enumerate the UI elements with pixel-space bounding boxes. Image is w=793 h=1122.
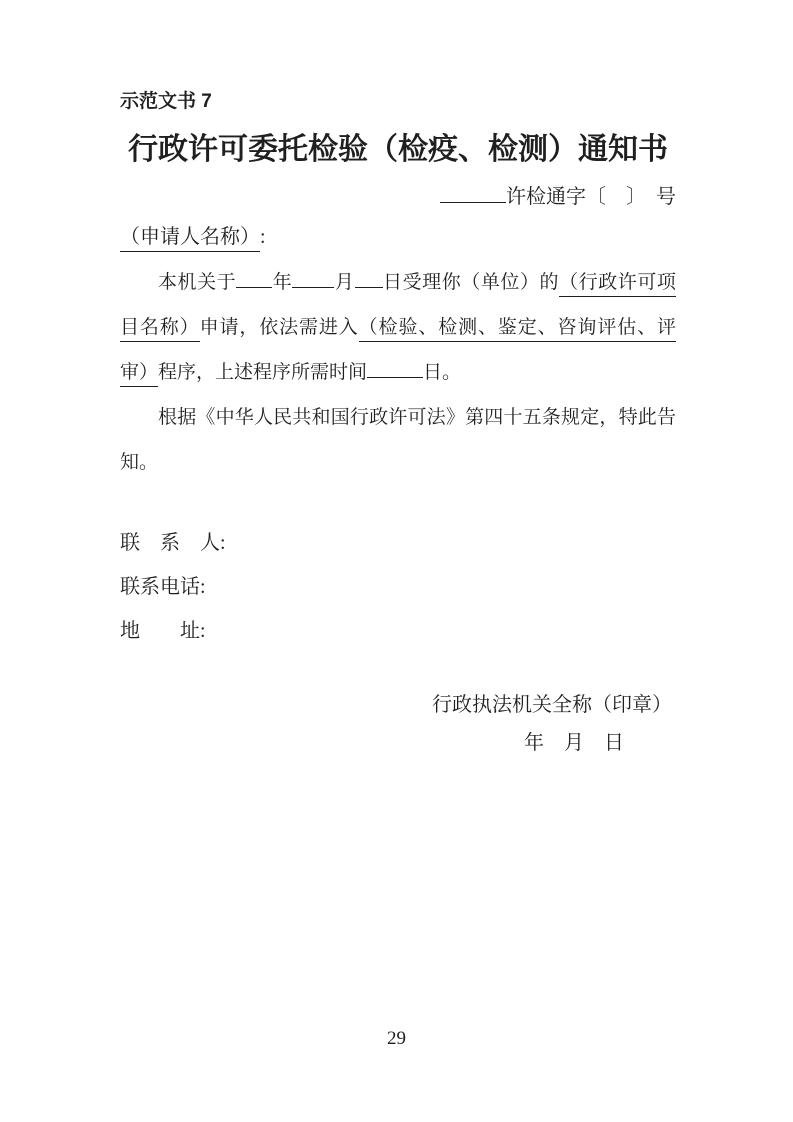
blank-underline [440,182,506,203]
text-segment: 日。 [423,362,462,383]
text-segment: 年 [272,272,293,293]
underlined-text: （检验、检测、鉴定、咨询评估、评审） [120,317,676,387]
contact-person-line: 联 系 人: [120,532,226,554]
contact-block [120,521,676,653]
page-number: 29 [387,1028,406,1049]
address-line: 地 址: [120,620,206,642]
signature-date-line: 年 月 日 [524,732,624,754]
contact-phone-line: 联系电话: [120,576,206,598]
blank-underline [292,268,334,288]
applicant-name-placeholder: （申请人名称） [120,226,260,252]
text-segment: 日受理你（单位）的 [382,272,560,293]
blank-underline [355,268,383,288]
blank-underline [367,358,423,378]
applicant-line-colon: : [260,226,266,248]
body-paragraph-2: 根据《中华人民共和国行政许可法》第四十五条规定，特此告知。 [120,407,676,473]
applicant-line [120,220,676,254]
text-segment: 申请，依法需进入 [199,317,359,338]
signature-block [120,687,676,762]
blank-underline [236,268,272,288]
text-segment: 程序，上述程序所需时间 [158,362,368,383]
document-title: 行政许可委托检验（检疫、检测）通知书 [128,133,668,166]
text-segment: 本机关于 [158,272,237,293]
underlined-text: （行政许可项目名称） [120,272,676,342]
document-number-line [120,180,676,214]
text-segment: 许检通字〔 〕 号 [506,186,676,208]
doc-label: 示范文书 7 [120,91,212,112]
text-segment: 月 [334,272,355,293]
body-paragraph-1 [120,260,676,395]
signature-agency-line: 行政执法机关全称（印章） [432,694,672,716]
